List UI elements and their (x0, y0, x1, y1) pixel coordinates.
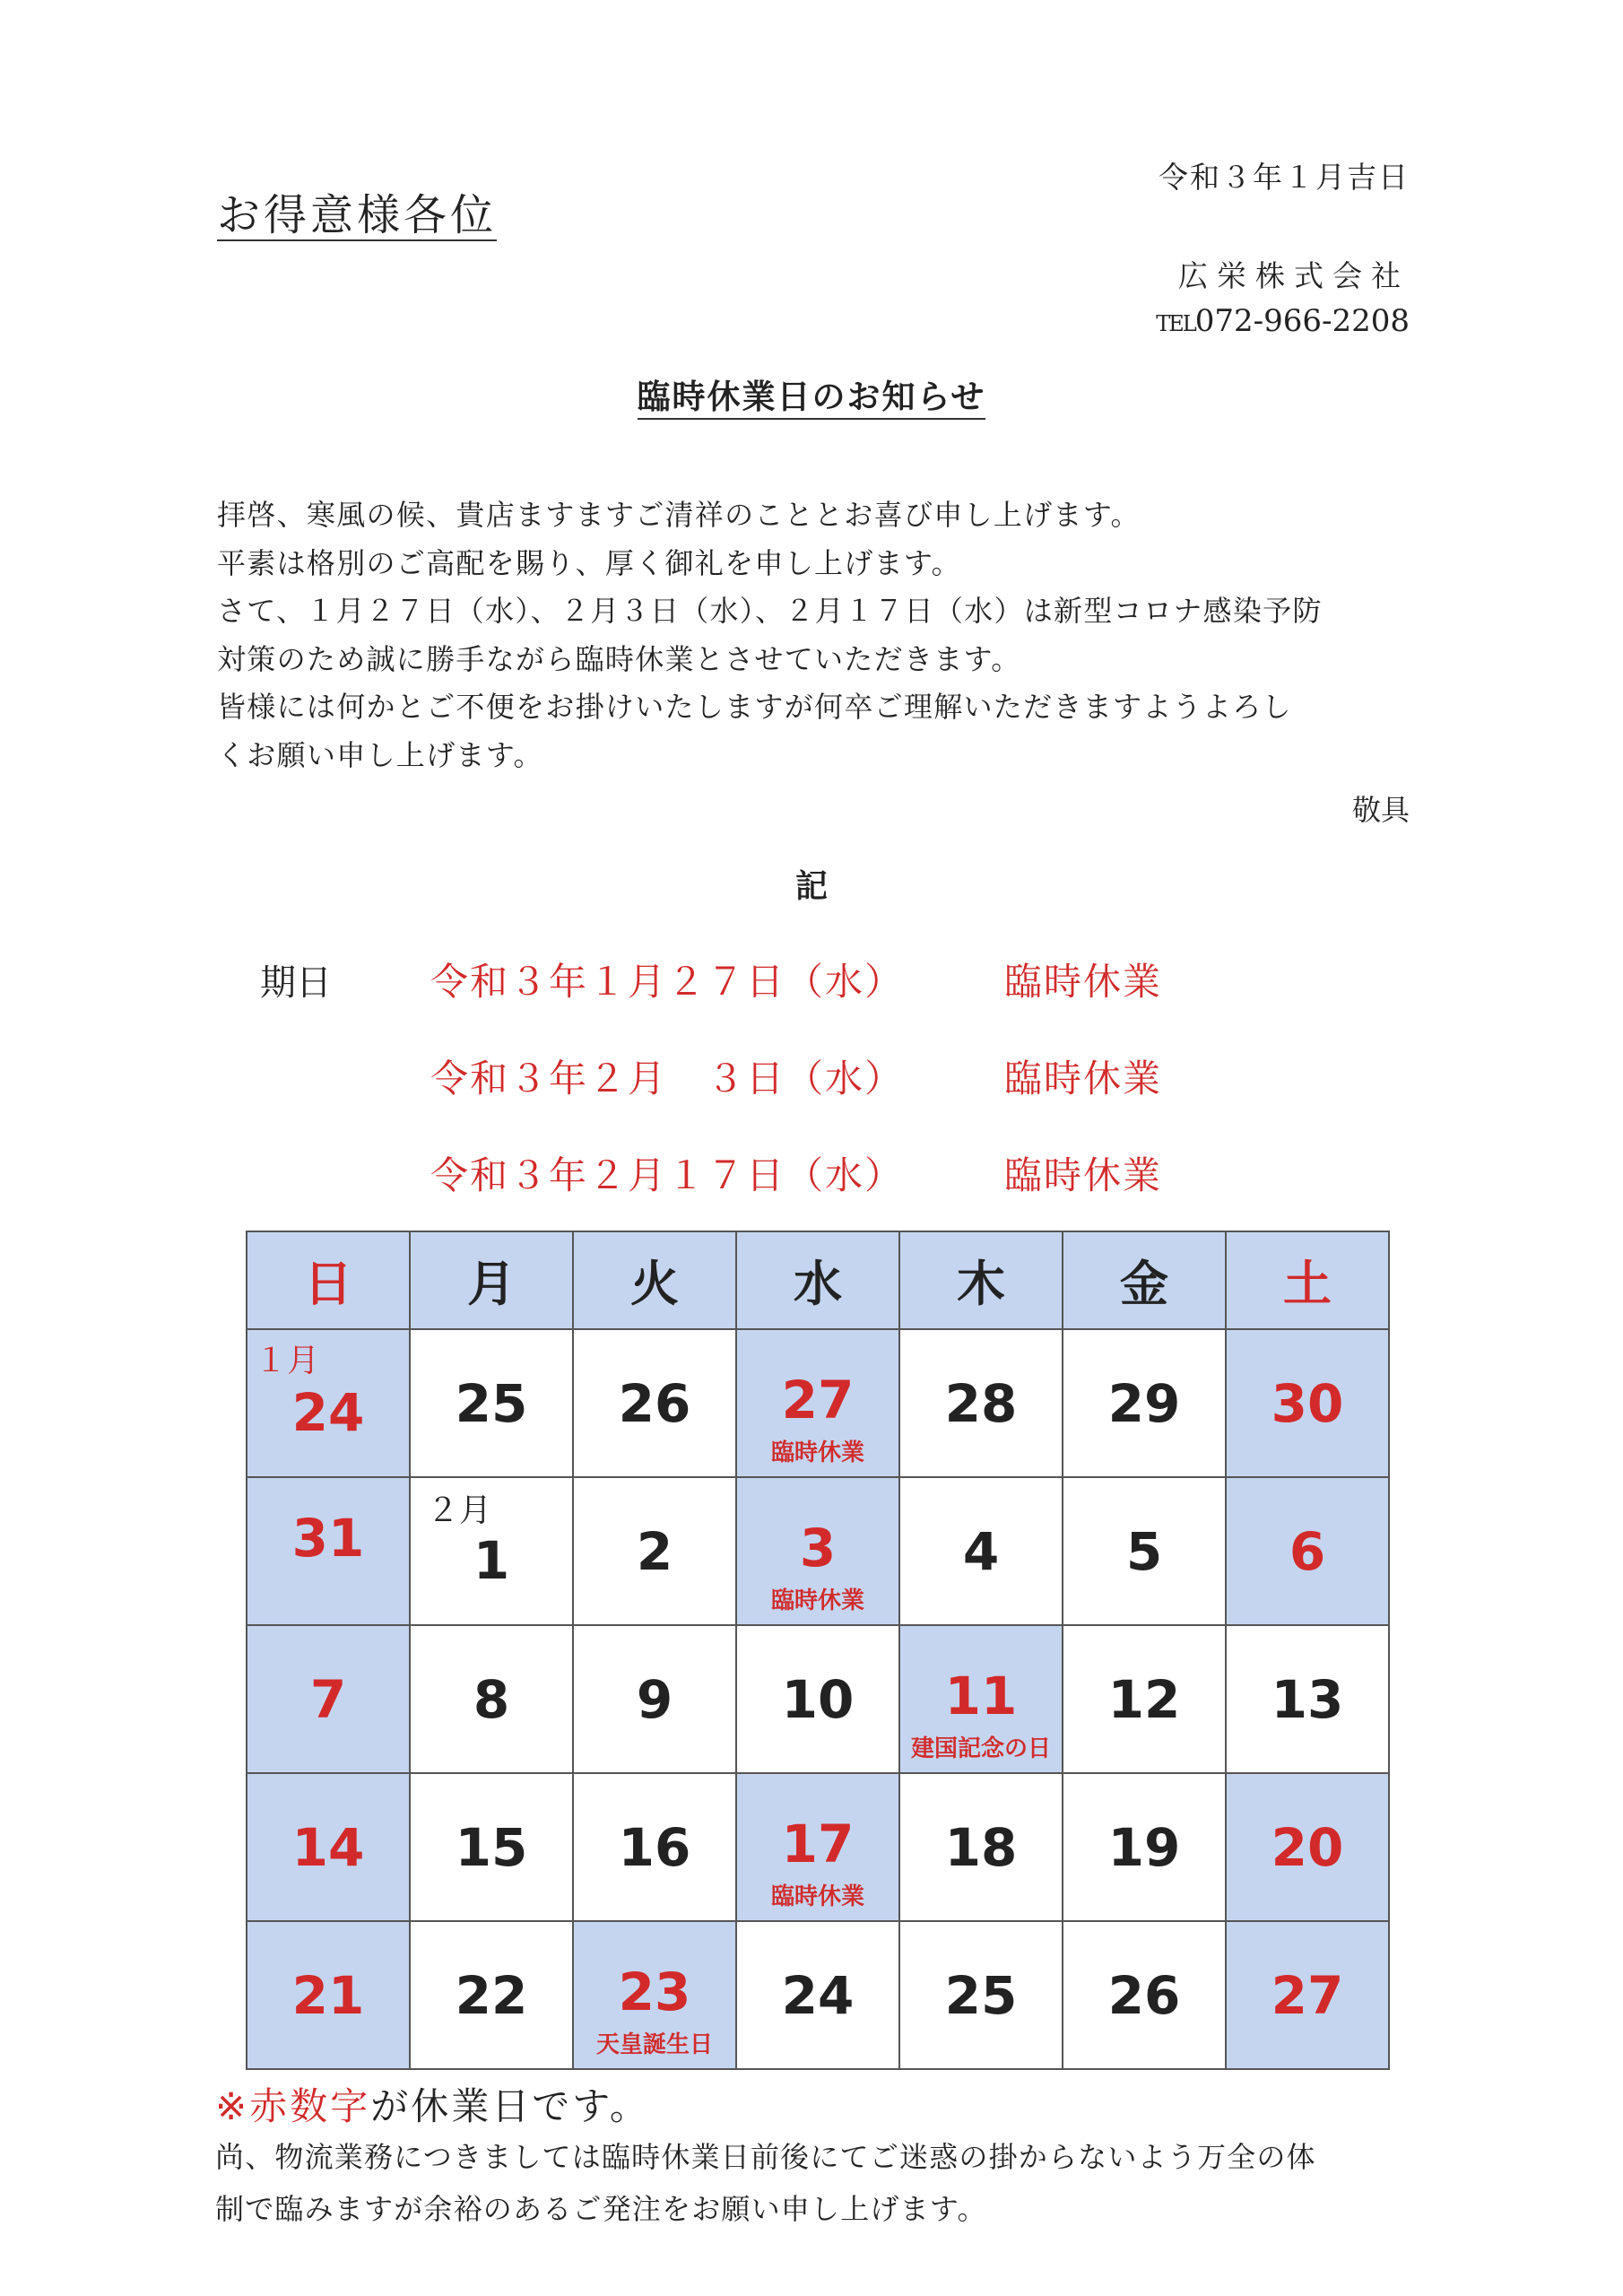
tel-number: 072-966-2208 (1194, 303, 1410, 339)
calendar-day (736, 1625, 899, 1773)
period-row (430, 952, 1162, 1006)
day-number: 22 (455, 1964, 528, 2026)
calendar-day (247, 1625, 410, 1773)
day-number: 28 (944, 1372, 1018, 1434)
holiday-calendar (246, 1231, 1390, 2070)
day-number: 8 (473, 1668, 510, 1730)
day-note: 臨時休業 (770, 1883, 864, 1910)
period-row (430, 1049, 1162, 1103)
calendar-week (247, 1477, 1389, 1625)
final-line: 尚、物流業務につきましては臨時休業日前後にてご迷惑の掛からないよう万全の体 (215, 2140, 1316, 2174)
period-date: 令和３年１月２７日（水） (430, 960, 905, 1004)
body-paragraph (217, 491, 1419, 779)
weekday-mon: 月 (410, 1231, 573, 1329)
final-line: 制で臨みますが余裕のあるご発注をお願い申し上げます。 (215, 2192, 987, 2226)
period-date: 令和３年２月 ３日（水） (430, 1057, 905, 1100)
period-status: 臨時休業 (1004, 1057, 1163, 1100)
calendar-week (247, 1921, 1389, 2069)
day-number: 21 (291, 1964, 365, 2026)
weekday-sat: 土 (1226, 1231, 1389, 1329)
calendar-day (573, 1921, 736, 2069)
day-number: 1 (473, 1529, 510, 1591)
calendar-day (410, 1477, 573, 1625)
day-number: 17 (781, 1813, 855, 1874)
day-number: 6 (1289, 1520, 1326, 1582)
day-number: 4 (962, 1520, 1000, 1582)
calendar-day (1226, 1329, 1389, 1477)
calendar-day (410, 1329, 573, 1477)
calendar-day (1226, 1773, 1389, 1921)
day-number: 31 (291, 1507, 365, 1569)
calendar-day (736, 1477, 899, 1625)
calendar-day (573, 1477, 736, 1625)
addressee: お得意様各位 (217, 190, 498, 240)
calendar-day (573, 1329, 736, 1477)
weekday-tue: 火 (573, 1231, 736, 1329)
day-number: 25 (944, 1964, 1018, 2026)
ki-heading: 記 (794, 868, 828, 905)
body-line: 皆様には何かとご不便をお掛けいたしますが何卒ご理解いただきますようよろし (217, 690, 1292, 724)
day-note: 臨時休業 (770, 1587, 864, 1614)
calendar-day (736, 1773, 899, 1921)
day-note: 臨時休業 (770, 1439, 864, 1466)
day-number: 29 (1107, 1372, 1181, 1434)
day-number: 14 (291, 1816, 365, 1878)
day-number: 10 (781, 1668, 855, 1730)
calendar-week (247, 1329, 1389, 1477)
body-line: 平素は格別のご高配を賜り、厚く御礼を申し上げます。 (217, 545, 961, 580)
final-paragraph (215, 2131, 1316, 2235)
calendar-week (247, 1773, 1389, 1921)
period-row (430, 1146, 1162, 1200)
calendar-day (899, 1921, 1063, 2069)
company-phone (1156, 303, 1410, 339)
day-number: 7 (309, 1668, 347, 1730)
calendar-day (247, 1329, 410, 1477)
calendar-day (1063, 1773, 1226, 1921)
closing-keigu: 敬具 (1351, 793, 1410, 827)
holiday-footnote (215, 2077, 650, 2131)
weekday-sun: 日 (247, 1231, 410, 1329)
day-number: 5 (1125, 1520, 1163, 1582)
issue-date: 令和３年１月吉日 (1159, 160, 1410, 195)
day-number: 26 (1107, 1964, 1181, 2026)
period-date: 令和３年２月１７日（水） (430, 1153, 905, 1197)
tel-mark: TEL (1156, 311, 1195, 336)
footnote-red: ※赤数字 (215, 2084, 371, 2128)
day-note: 天皇誕生日 (595, 2031, 713, 2058)
period-label: 期日 (260, 962, 332, 1004)
weekday-header-row (247, 1231, 1389, 1329)
day-number: 3 (799, 1518, 837, 1578)
calendar-day (1063, 1329, 1226, 1477)
calendar-day (247, 1477, 410, 1625)
day-number: 24 (781, 1964, 855, 2026)
day-number: 23 (618, 1961, 691, 2022)
weekday-thu: 木 (899, 1231, 1063, 1329)
calendar-day (1226, 1921, 1389, 2069)
weekday-fri: 金 (1063, 1231, 1226, 1329)
calendar-week (247, 1625, 1389, 1773)
calendar-day (736, 1329, 899, 1477)
calendar-day (410, 1625, 573, 1773)
day-number: 27 (781, 1370, 855, 1431)
company-name: 広栄株式会社 (1178, 258, 1410, 293)
notice-title-wrap (0, 370, 1623, 418)
day-number: 11 (944, 1665, 1018, 1726)
body-line: くお願い申し上げます。 (217, 737, 543, 772)
day-number: 24 (291, 1381, 365, 1443)
period-status: 臨時休業 (1004, 1153, 1163, 1197)
calendar-day (573, 1625, 736, 1773)
notice-title: 臨時休業日のお知らせ (638, 378, 986, 420)
calendar-day (410, 1773, 573, 1921)
month-label: １月 (255, 1343, 320, 1379)
calendar-day (899, 1773, 1063, 1921)
day-number: 25 (455, 1372, 528, 1434)
calendar-day (1226, 1477, 1389, 1625)
calendar-day (736, 1921, 899, 2069)
weekday-wed: 水 (736, 1231, 899, 1329)
day-number: 27 (1271, 1964, 1344, 2026)
day-number: 19 (1107, 1816, 1181, 1878)
day-number: 12 (1107, 1668, 1181, 1730)
calendar-day (899, 1329, 1063, 1477)
calendar-day (1226, 1625, 1389, 1773)
calendar-day (247, 1921, 410, 2069)
body-line: さて、１月２７日（水）、２月３日（水）、２月１７日（水）は新型コロナ感染予防 (217, 594, 1323, 628)
day-number: 13 (1271, 1668, 1344, 1730)
body-line: 拝啓、寒風の候、貴店ますますご清祥のこととお喜び申し上げます。 (217, 498, 1141, 532)
month-label: ２月 (427, 1492, 492, 1529)
day-number: 2 (636, 1520, 673, 1582)
day-number: 16 (618, 1816, 691, 1878)
period-status: 臨時休業 (1004, 960, 1163, 1004)
body-line: 対策のため誠に勝手ながら臨時休業とさせていただきます。 (217, 641, 1021, 676)
footnote-rest: が休業日です。 (370, 2084, 650, 2128)
calendar-day (1063, 1921, 1226, 2069)
calendar-day (899, 1477, 1063, 1625)
calendar-day (1063, 1477, 1226, 1625)
calendar-day (573, 1773, 736, 1921)
day-number: 30 (1271, 1372, 1344, 1434)
day-number: 18 (944, 1816, 1018, 1878)
calendar-day (410, 1921, 573, 2069)
calendar-day (247, 1773, 410, 1921)
calendar-day (1063, 1625, 1226, 1773)
day-number: 9 (636, 1668, 673, 1730)
day-number: 15 (455, 1816, 528, 1878)
day-number: 26 (618, 1372, 691, 1434)
day-number: 20 (1271, 1816, 1344, 1878)
calendar-day (899, 1625, 1063, 1773)
day-note: 建国記念の日 (910, 1735, 1051, 1762)
